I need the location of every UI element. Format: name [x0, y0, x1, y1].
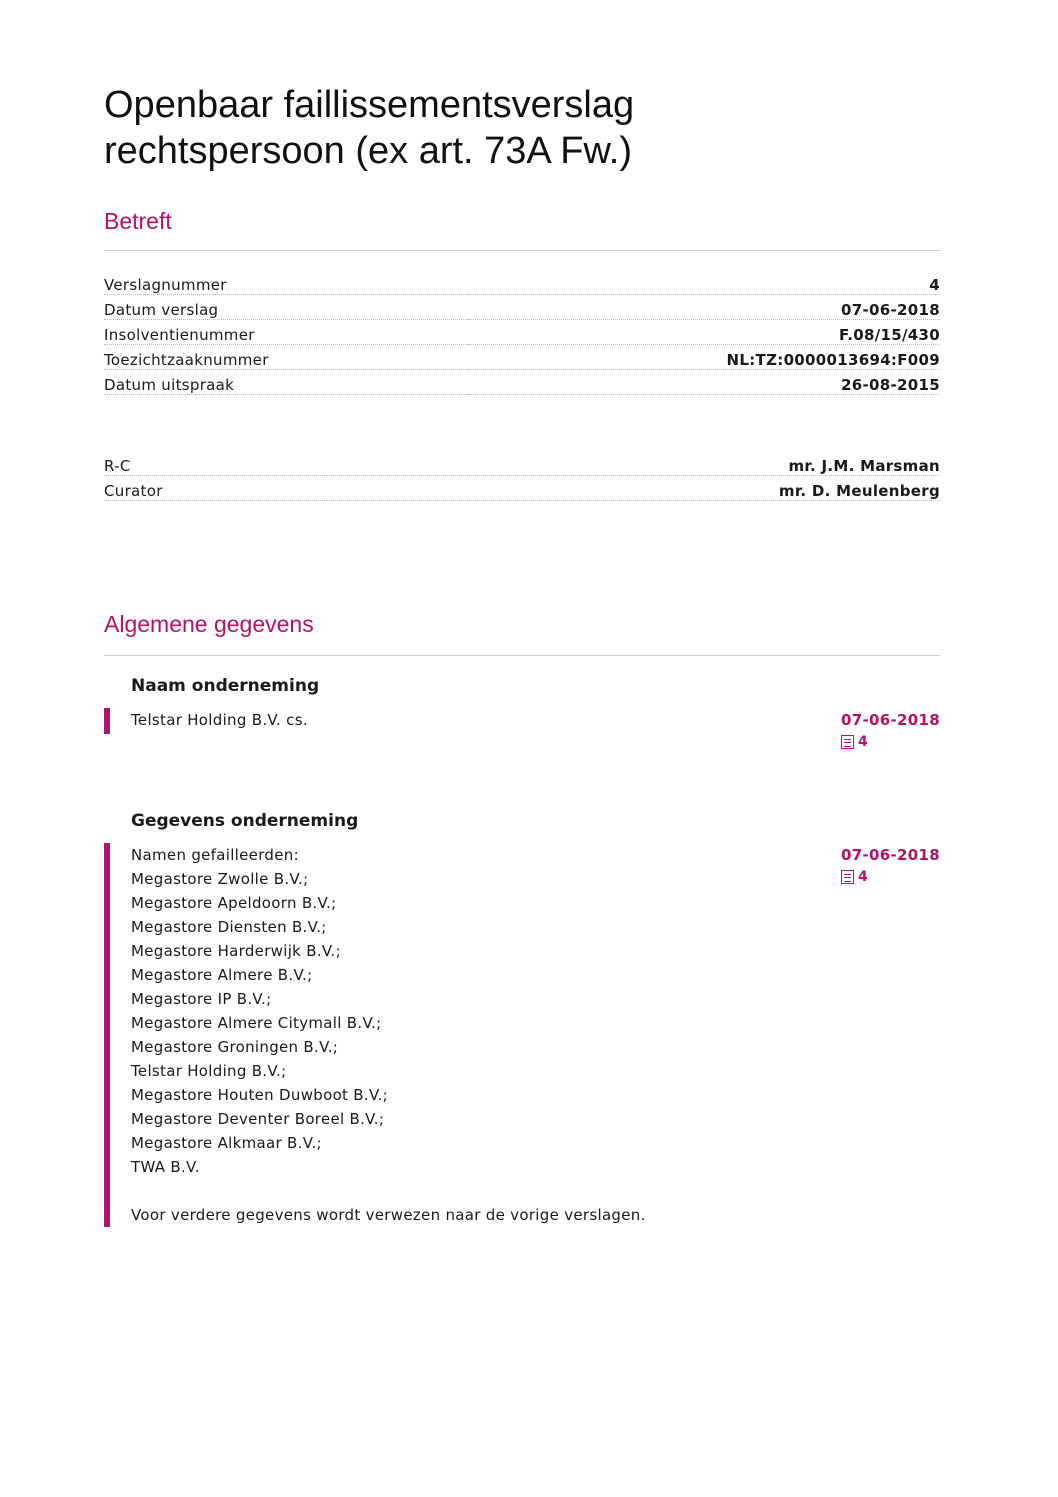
entry-date: 07-06-2018 [841, 846, 940, 864]
table-row [104, 320, 940, 345]
list-item: Megastore Zwolle B.V.; [131, 870, 309, 888]
algemene-gegevens-heading: Algemene gegevens [104, 611, 314, 637]
row-label: Toezichtzaaknummer [104, 345, 468, 370]
row-label: R-C [104, 451, 327, 476]
title-line-2: rechtspersoon (ex art. 73A Fw.) [104, 130, 633, 172]
row-value: 26-08-2015 [468, 370, 940, 395]
naam-onderneming-title: Naam onderneming [131, 676, 320, 696]
document-icon [841, 735, 854, 749]
report-reference-link[interactable] [841, 867, 868, 887]
entry-text [131, 843, 751, 1227]
list-item: Megastore Groningen B.V.; [131, 1038, 339, 1056]
algemene-gegevens-divider [104, 655, 940, 656]
case-details-table [104, 270, 940, 395]
row-label: Datum uitspraak [104, 370, 468, 395]
title-line-1: Openbaar faillissementsverslag [104, 84, 635, 126]
table-row [104, 345, 940, 370]
table-row [104, 476, 940, 501]
list-item: Megastore Diensten B.V.; [131, 918, 327, 936]
entry-meta [841, 708, 940, 750]
entry-text: Telstar Holding B.V. cs. [131, 711, 308, 729]
list-item: Megastore Harderwijk B.V.; [131, 942, 341, 960]
row-value: 4 [468, 270, 940, 295]
report-reference-number: 4 [858, 869, 868, 885]
list-item: Megastore Apeldoorn B.V.; [131, 894, 337, 912]
list-item: Megastore Almere B.V.; [131, 966, 313, 984]
algemene-gegevens-section [104, 609, 940, 1227]
row-value: mr. J.M. Marsman [327, 451, 940, 476]
document-icon [841, 870, 854, 884]
report-page [104, 82, 940, 1227]
table-row [104, 295, 940, 320]
row-value: 07-06-2018 [468, 295, 940, 320]
list-item: Megastore Houten Duwboot B.V.; [131, 1086, 388, 1104]
betreft-section [104, 206, 940, 501]
entry-meta [841, 843, 940, 885]
row-value: NL:TZ:0000013694:F009 [468, 345, 940, 370]
gegevens-onderneming-entry [104, 843, 940, 1227]
list-item: TWA B.V. [131, 1158, 200, 1176]
naam-onderneming-entry [104, 708, 940, 750]
betreft-divider [104, 250, 940, 251]
row-label: Datum verslag [104, 295, 468, 320]
report-title [104, 82, 940, 174]
row-label: Insolventienummer [104, 320, 468, 345]
list-item: Namen gefailleerden: [131, 846, 299, 864]
list-item: Megastore Alkmaar B.V.; [131, 1134, 322, 1152]
row-value: mr. D. Meulenberg [327, 476, 940, 501]
list-item: Megastore Almere Citymall B.V.; [131, 1014, 382, 1032]
closing-note: Voor verdere gegevens wordt verwezen naar de vorige verslagen. [131, 1206, 646, 1224]
row-label: Verslagnummer [104, 270, 468, 295]
entry-date: 07-06-2018 [841, 711, 940, 729]
list-item: Megastore Deventer Boreel B.V.; [131, 1110, 385, 1128]
table-row [104, 451, 940, 476]
officials-table [104, 451, 940, 501]
list-item: Telstar Holding B.V.; [131, 1062, 287, 1080]
betreft-heading: Betreft [104, 208, 172, 234]
entry-marker [104, 708, 110, 734]
row-value: F.08/15/430 [468, 320, 940, 345]
gegevens-onderneming-title: Gegevens onderneming [131, 811, 359, 831]
row-label: Curator [104, 476, 327, 501]
report-reference-link[interactable] [841, 732, 868, 752]
report-reference-number: 4 [858, 734, 868, 750]
table-row [104, 370, 940, 395]
list-item: Megastore IP B.V.; [131, 990, 272, 1008]
table-row [104, 270, 940, 295]
entry-marker [104, 843, 110, 1227]
